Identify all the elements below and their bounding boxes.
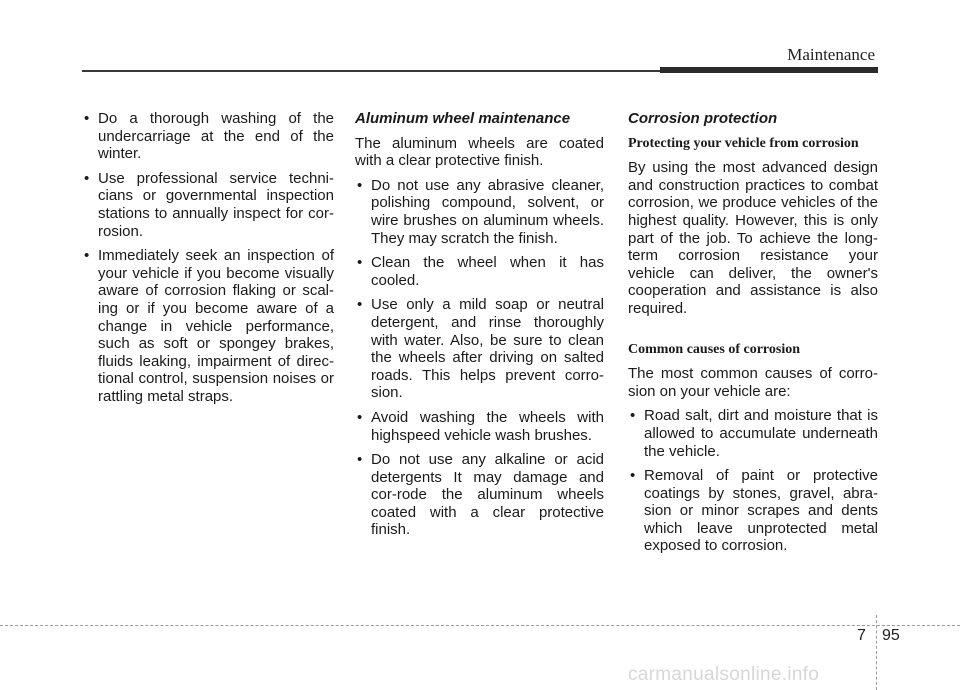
footer-rule [0,625,960,626]
list-item: • Do not use any abrasive cleaner, polishing compound, solvent, or wire brushes on aluminum wheels. They may scratch the finish. [355,177,604,247]
corrosion-paragraph: By using the most advanced design and construction practices to combat corrosion, we produce vehicles of the highest quality. However, this is only part of the job. To achieve the long-term corrosion resistance your vehicle can deliver, the owner's cooperation and assistance is also required. [628,159,878,317]
page-number: 95 [882,627,900,644]
list-item: • Do a thorough washing of the undercarriage at the end of the winter. [82,110,334,163]
column-left [82,110,334,413]
list-item: • Use only a mild soap or neutral detergent, and rinse thoroughly with water. Also, be sure to clean the wheels after driving on salted roads. This helps prevent corro-sion. [355,296,604,402]
list-item: • Immediately seek an inspection of your vehicle if you become visually aware of corrosion flaking or scal-ing or if you become aware of a change in vehicle performance, such as soft or spongey brakes, fluids leaking, impairment of direc-tional control, suspension noises or rattling metal straps. [82,247,334,405]
watermark: carmanualsonline.info [628,664,820,685]
section-title: Maintenance [787,45,875,64]
list-item: • Clean the wheel when it has cooled. [355,254,604,289]
common-causes-subheading: Common causes of corrosion [628,341,801,357]
list-item: • Removal of paint or protective coatings by stones, gravel, abra-sion or minor scrapes and dents which leave unprotected metal exposed to corrosion. [628,467,878,555]
aluminum-wheel-heading: Aluminum wheel maintenance [355,110,571,127]
column-right [628,110,878,562]
list-item: • Avoid washing the wheels with highspeed vehicle wash brushes. [355,409,604,444]
common-causes-intro: The most common causes of corro-sion on your vehicle are: [628,365,878,400]
aluminum-wheel-list [355,177,604,539]
corrosion-protection-heading: Corrosion protection [628,110,778,127]
header-rule [82,70,660,72]
column-middle [355,110,604,546]
chapter-number: 7 [857,627,866,644]
list-item: • Road salt, dirt and moisture that is allowed to accumulate underneath the vehicle. [628,407,878,460]
corrosion-causes-list [628,407,878,555]
list-item: • Do not use any alkaline or acid detergents It may damage and cor-rode the aluminum wheels coated with a clear protective finish. [355,451,604,539]
aluminum-wheel-intro: The aluminum wheels are coated with a clear protective finish. [355,134,604,170]
washing-tips-list [82,110,334,406]
list-item: • Use professional service techni-cians or governmental inspection stations to annually inspect for cor-rosion. [82,170,334,240]
footer-divider [876,615,877,690]
header-rule-accent [660,67,878,73]
protecting-vehicle-subheading: Protecting your vehicle from corrosion [628,135,859,151]
